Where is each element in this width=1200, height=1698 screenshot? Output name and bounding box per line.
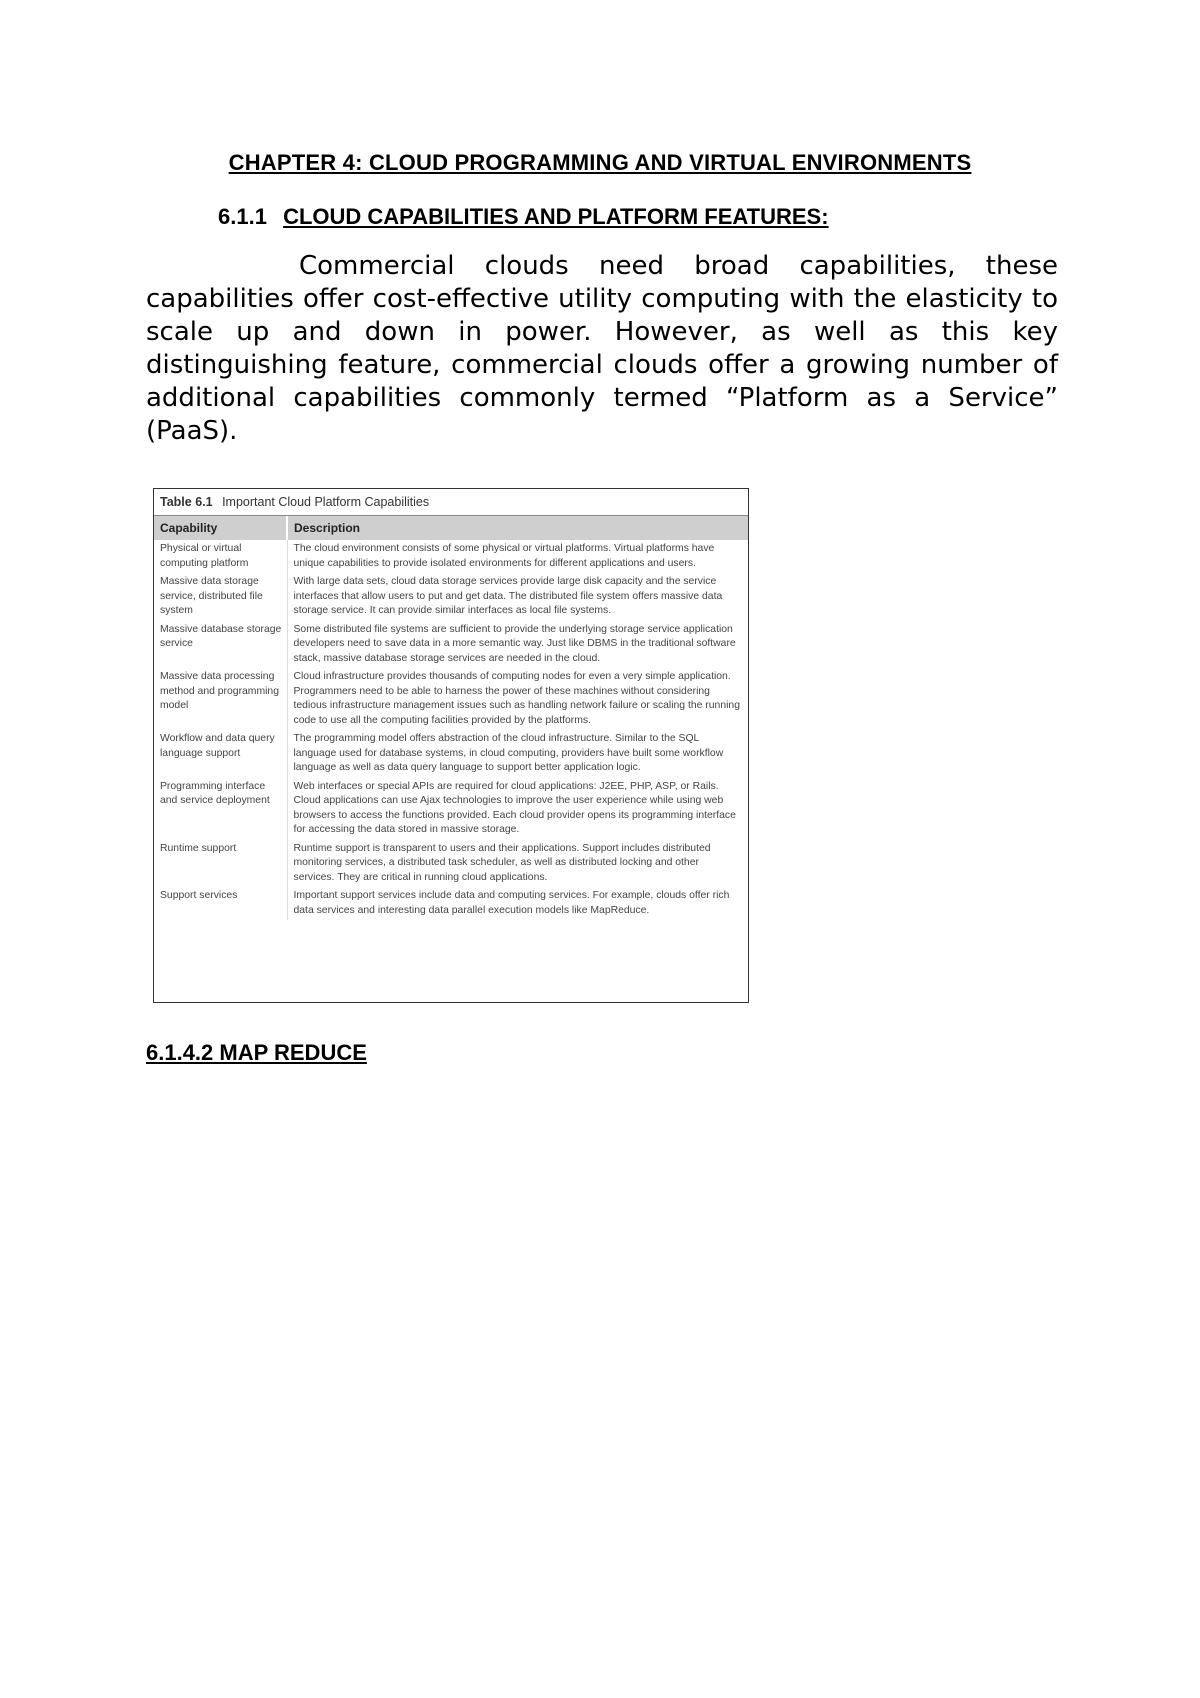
chapter-title: CHAPTER 4: CLOUD PROGRAMMING AND VIRTUAL ENVIRONMENTS [228, 150, 972, 175]
table-header-row [154, 516, 748, 540]
intro-paragraph: Commercial clouds need broad capabilities, these capabilities offer cost-effective utility computing with the elasticity to scale up and down in power. However, as well as this key distinguishing feature, commercial clouds offer a growing number of additional capabilities commonly termed “Platform as a Service” (PaaS). [146, 251, 1058, 446]
table-row [154, 730, 748, 778]
capability-cell: Workflow and data query language support [160, 733, 275, 759]
table-row [154, 668, 748, 730]
table-caption-label: Table 6.1 [160, 495, 213, 509]
table-row [154, 887, 748, 920]
description-cell: Some distributed file systems are sufficient to provide the underlying storage service application developers need to save data in a more semantic way. Just like DBMS in the traditional software stack, massive database storage services are needed in the cloud. [287, 621, 748, 669]
capability-cell: Massive data processing method and programming model [160, 671, 279, 711]
capability-cell: Programming interface and service deployment [160, 780, 270, 806]
description-cell: Web interfaces or special APIs are required for cloud applications: J2EE, PHP, ASP, or Rails. Cloud applications can use Ajax technologies to improve the user experience while using web browsers to access the functions provided. Each cloud provider opens its programming interface for accessing the data stored in massive storage. [287, 778, 748, 840]
column-header-capability: Capability [154, 516, 287, 540]
capability-cell: Massive database storage service [160, 623, 282, 649]
table-row [154, 540, 748, 573]
table-row [154, 573, 748, 621]
description-cell: Cloud infrastructure provides thousands of computing nodes for even a very simple application. Programmers need to be able to harness the power of these machines without considering tedious infrastructure management issues such as handling network failure or scaling the running code to use all the computing facilities provided by the platforms. [287, 668, 748, 730]
capabilities-table [154, 516, 748, 920]
table-caption-text: Important Cloud Platform Capabilities [222, 495, 430, 509]
table-row [154, 778, 748, 840]
subsection-heading: 6.1.4.2 MAP REDUCE [146, 1040, 367, 1065]
table-row [154, 840, 748, 888]
table-caption [154, 489, 748, 516]
description-cell: With large data sets, cloud data storage services provide large disk capacity and the service interfaces that allow users to put and get data. The distributed file system offers massive data storage service. It can provide similar interfaces as local file systems. [287, 573, 748, 621]
table-row [154, 621, 748, 669]
capability-cell: Physical or virtual computing platform [160, 543, 249, 569]
capability-cell: Massive data storage service, distributed file system [160, 576, 263, 616]
section-heading [218, 204, 829, 230]
section-number: 6.1.1 [218, 204, 267, 229]
description-cell: Important support services include data and computing services. For example, clouds offer rich data services and interesting data parallel execution models like MapReduce. [287, 887, 748, 920]
description-cell: The programming model offers abstraction of the cloud infrastructure. Similar to the SQL language used for database systems, in cloud computing, providers have built some workflow language as well as data query language to support better application logic. [287, 730, 748, 778]
capabilities-table-figure [153, 488, 749, 1003]
capability-cell: Runtime support [160, 842, 237, 854]
description-cell: The cloud environment consists of some physical or virtual platforms. Virtual platforms have unique capabilities to provide isolated environments for different applications and users. [287, 540, 748, 573]
description-cell: Runtime support is transparent to users and their applications. Support includes distributed monitoring services, a distributed task scheduler, as well as distributed locking and other services. They are critical in running cloud applications. [287, 840, 748, 888]
section-title: CLOUD CAPABILITIES AND PLATFORM FEATURES: [283, 204, 829, 229]
capability-cell: Support services [160, 890, 238, 901]
column-header-description: Description [287, 516, 748, 540]
